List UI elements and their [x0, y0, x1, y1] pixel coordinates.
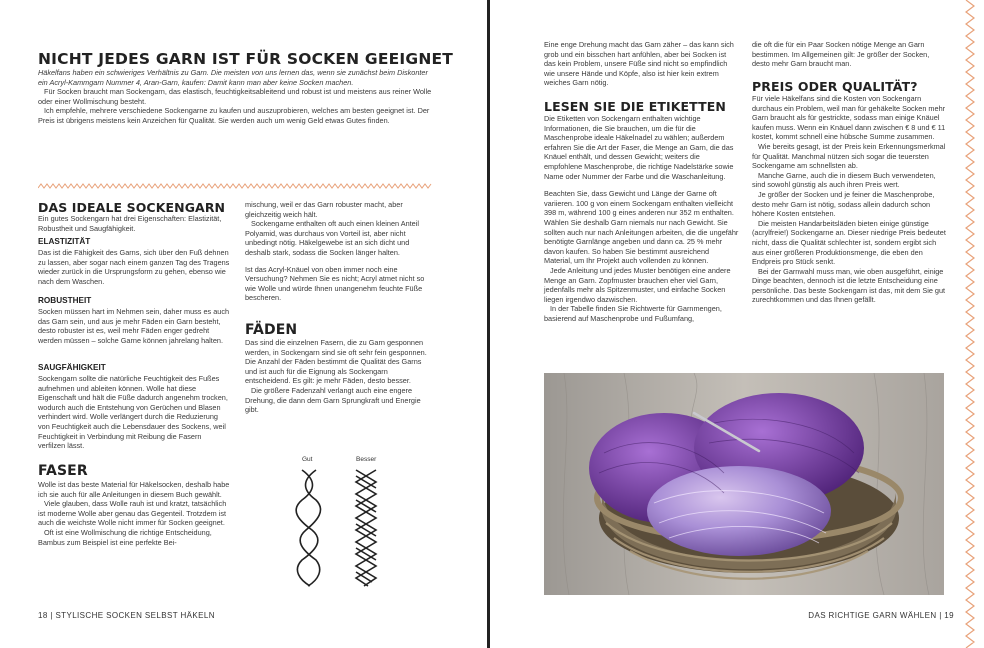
section-heading-faeden: FÄDEN [245, 322, 298, 338]
section-heading-faser: FASER [38, 463, 88, 479]
page-number: 19 [944, 611, 954, 620]
footer-right [808, 611, 954, 620]
page-number: 18 [38, 611, 48, 620]
footer-separator: | [50, 611, 56, 620]
col2-paragraph: mischung, weil er das Garn robuster macht, aber gleichzeitig weich hält. [245, 200, 403, 219]
ideal-text: Ein gutes Sockengarn hat drei Eigenschaften: Elastizität, Robustheit und Saugfähigkeit. [38, 214, 222, 233]
intro-paragraph: Für Socken braucht man Sockengarn, das elastisch, feuchtigkeitsableitend und robust ist und meistens aus reiner Wolle oder einer Wollmischung besteht. [38, 87, 432, 106]
preis-paragraph: Manche Garne, auch die in diesem Buch verwendeten, sind sowohl günstig als auch ihren Preis wert. [752, 170, 936, 190]
edge-zigzag-decoration [962, 0, 978, 648]
preis-paragraph: Je größer der Socken und je feiner die Maschenprobe, desto mehr Garn ist nötig, sodass allein dadurch schon höhere Kosten entstehen. [752, 189, 935, 219]
zigzag-divider [38, 183, 433, 189]
braid-label-better: Besser [356, 456, 377, 463]
saug-text: Sockengarn sollte die natürliche Feuchtigkeit des Fußes aufnehmen und ableiten können. Wolle hat diese Eigenschaft und hält die Füße dadurch angenehm trocken, wodurch auch die Entstehung von Gerüchen und Blasen verhindert wird. Wolle verlängert durch die Reduzierung von Feuchtigkeit auch die Lebensdauer des Sockens, weil Feuchtigkeit in Verbindung mit Reibung die Fasern verfilzen lässt. [38, 374, 228, 451]
intro-italic: Häkelfans haben ein schwieriges Verhältnis zu Garn. Die meisten von uns lernen das, wenn sie zunächst beim Diskonter ein Acryl-Kammgarn Nummer 4, Aran-Garn, kaufen: Damit kann man aber keine Socken machen. [38, 68, 428, 87]
right-col1-top: Eine enge Drehung macht das Garn zäher – das kann sich grob und ein bisschen hart anfühlen, aber bei Socken ist das kein Problem, unsere Füße sind nicht so empfindlich wie unsere Hände und Köpfe, also ist hier kein extrem weiches Garn nötig. [544, 40, 734, 88]
footer-separator: | [939, 611, 945, 620]
intro-block [38, 68, 433, 126]
subheading-saugfaehigkeit: SAUGFÄHIGKEIT [38, 363, 106, 372]
faeden-paragraph: Die größere Fadenzahl verlangt auch eine engere Drehung, die dann dem Garn Sprungkraft und Energie gibt. [245, 385, 421, 415]
preis-block [752, 94, 947, 305]
footer-book-title: STYLISCHE SOCKEN SELBST HÄKELN [55, 611, 215, 620]
left-page [0, 0, 488, 648]
preis-paragraph: Bei der Garnwahl muss man, wie oben ausgeführt, einige Dinge beachten, dennoch ist die letzte Entscheidung eine persönliche. Das beste Sockengarn ist das, mit dem Sie gut zurechtkommen und das Ihnen gefällt. [752, 266, 946, 305]
faser-paragraph: Oft ist eine Wollmischung die richtige Entscheidung, Bambus zum Beispiel ist eine perfekte Bei- [38, 527, 212, 547]
faser-block [38, 480, 230, 547]
preis-paragraph: Für viele Häkelfans sind die Kosten von Sockengarn durchaus ein Problem, weil man für gehäkelte Socken mehr Garn braucht als für gestrickte, sodass man einige Knäuel kaufen muss. Wenn ein Knäuel dann zwischen € 8 und € 11 kostet, kommt schnell eine hübsche Summe zusammen. [752, 94, 946, 142]
robust-text: Socken müssen hart im Nehmen sein, daher muss es auch das Garn sein, und aus je mehr Fäden ein Garn besteht, desto robuster ist es, weil mehr Fäden enger gedreht werden müssen – solche Garne können jahrelang halten. [38, 307, 230, 345]
subheading-elastizitaet: ELASTIZITÄT [38, 237, 91, 246]
etiketten-paragraph: In der Tabelle finden Sie Richtwerte für Garnmengen, basierend auf Maschenprobe und Fußumfang, [544, 304, 722, 323]
faeden-paragraph: Das sind die einzelnen Fasern, die zu Garn gesponnen werden, in Sockengarn sind sie oft sehr fein gesponnen. Die Anzahl der Fäden bestimmt die Qualität des Garns und ist auch für die Eignung als Sockengarn entscheidend. Es gilt: je mehr Fäden, desto besser. [245, 338, 427, 386]
column2-block [245, 200, 435, 303]
braid-label-good: Gut [302, 456, 313, 463]
yarn-basket-photo [544, 373, 944, 595]
elast-text: Das ist die Fähigkeit des Garns, sich über den Fuß dehnen zu lassen, aber sogar nach einem ganzen Tag des Tragens wieder zurück in die Ursprungsform zu gehen, ebenso wie nach dem Waschen. [38, 248, 230, 286]
braid-good-illustration [294, 468, 324, 588]
faser-paragraph: Wolle ist das beste Material für Häkelsocken, deshalb habe ich sie auch für alle Anleitungen in diesem Buch gewählt. [38, 480, 230, 499]
etiketten-paragraph: Jede Anleitung und jedes Muster benötigen eine andere Menge an Garn. Zopfmuster brauchen eher viel Garn, jedenfalls mehr als Spitzenmuster, und einfache Socken liegen irgendwo dazwischen. [544, 265, 731, 304]
intro-paragraph: Ich empfehle, mehrere verschiedene Sockengarne zu kaufen und auszuprobieren, welches am besten geeignet ist. Der Preis ist übrigens meistens kein Anzeichen für Qualität. Sie werden auch um wenig Geld etwas Gutes finden. [38, 106, 430, 125]
braid-better-illustration [350, 468, 382, 588]
section-heading-etiketten: LESEN SIE DIE ETIKETTEN [544, 99, 726, 114]
col2-paragraph: Sockengarne enthalten oft auch einen kleinen Anteil Polyamid, was durchaus von Vorteil ist, aber nicht unbedingt nötig. Häkelgewebe ist an sich dicht und deshalb stark, sodass die Socken länger halten. [245, 219, 419, 257]
footer-chapter-title: DAS RICHTIGE GARN WÄHLEN [808, 611, 937, 620]
right-col2-top: die oft die für ein Paar Socken nötige Menge an Garn bestimmen. Im Allgemeinen gilt: Je größer der Socken, desto mehr Garn braucht man. [752, 40, 930, 69]
section-heading-preis: PREIS ODER QUALITÄT? [752, 79, 918, 94]
etiketten-paragraph: Beachten Sie, dass Gewicht und Länge der Garne oft variieren. 100 g von einem Sockengarn enthalten vielleicht 398 m, während 100 g eines anderen nur 352 m enthalten. Wählen Sie deshalb Garn niemals nur nach Gewicht. Sie sollten auch nur nach Anleitungen arbeiten, die die ungefähr benötigte Garnlänge angeben und dann ca. 25 % mehr davon kaufen. So haben Sie bestimmt ausreichend Material, um Ihr Projekt auch vollenden zu können. [544, 189, 739, 266]
etiketten-block [544, 114, 739, 323]
footer-left [38, 611, 215, 620]
faeden-block [245, 338, 435, 415]
page-gutter [487, 0, 490, 648]
page-title: NICHT JEDES GARN IST FÜR SOCKEN GEEIGNET [38, 50, 454, 68]
col2-paragraph: Ist das Acryl-Knäuel von oben immer noch eine Versuchung? Nehmen Sie es nicht; Acryl atmet nicht so wie Wolle und würde Ihnen unangenehm feuchte Füße bescheren. [245, 264, 425, 303]
subheading-robustheit: ROBUSTHEIT [38, 296, 92, 305]
section-heading-ideal: DAS IDEALE SOCKENGARN [38, 200, 226, 215]
faser-paragraph: Viele glauben, dass Wolle rauh ist und kratzt, tatsächlich ist moderne Wolle aber genau das Gegenteil. Trotzdem ist auch die weichste Wolle nicht immer für Socken geeignet. [38, 499, 227, 528]
preis-paragraph: Die meisten Handarbeitsläden bieten einige günstige (acrylfreie!) Sockengarne an. Dieser niedrige Preis bedeutet nicht, dass die Qualität schlechter ist, sondern ergibt sich aus einer größeren Produktionsmenge, die eben den Endpreis pro Stück senkt. [752, 218, 946, 267]
preis-paragraph: Wie bereits gesagt, ist der Preis kein Erkennungsmerkmal für Qualität. Manchmal nützen sich sogar die teuersten Sockengarne am schnellsten ab. [752, 141, 946, 171]
etiketten-paragraph: Die Etiketten von Sockengarn enthalten wichtige Informationen, die Sie brauchen, um die für die Maschenprobe ideale Häkelnadel zu wählen; außerdem erfahren Sie die Art der Faser, die Menge an Garn, die das Knäuel enthält, und dessen Gewicht; weiters die empfohlene Maschenprobe, die richtige Nadelstärke sowie Name oder Nummer der Farbe und die Waschanleitung. [544, 114, 734, 181]
